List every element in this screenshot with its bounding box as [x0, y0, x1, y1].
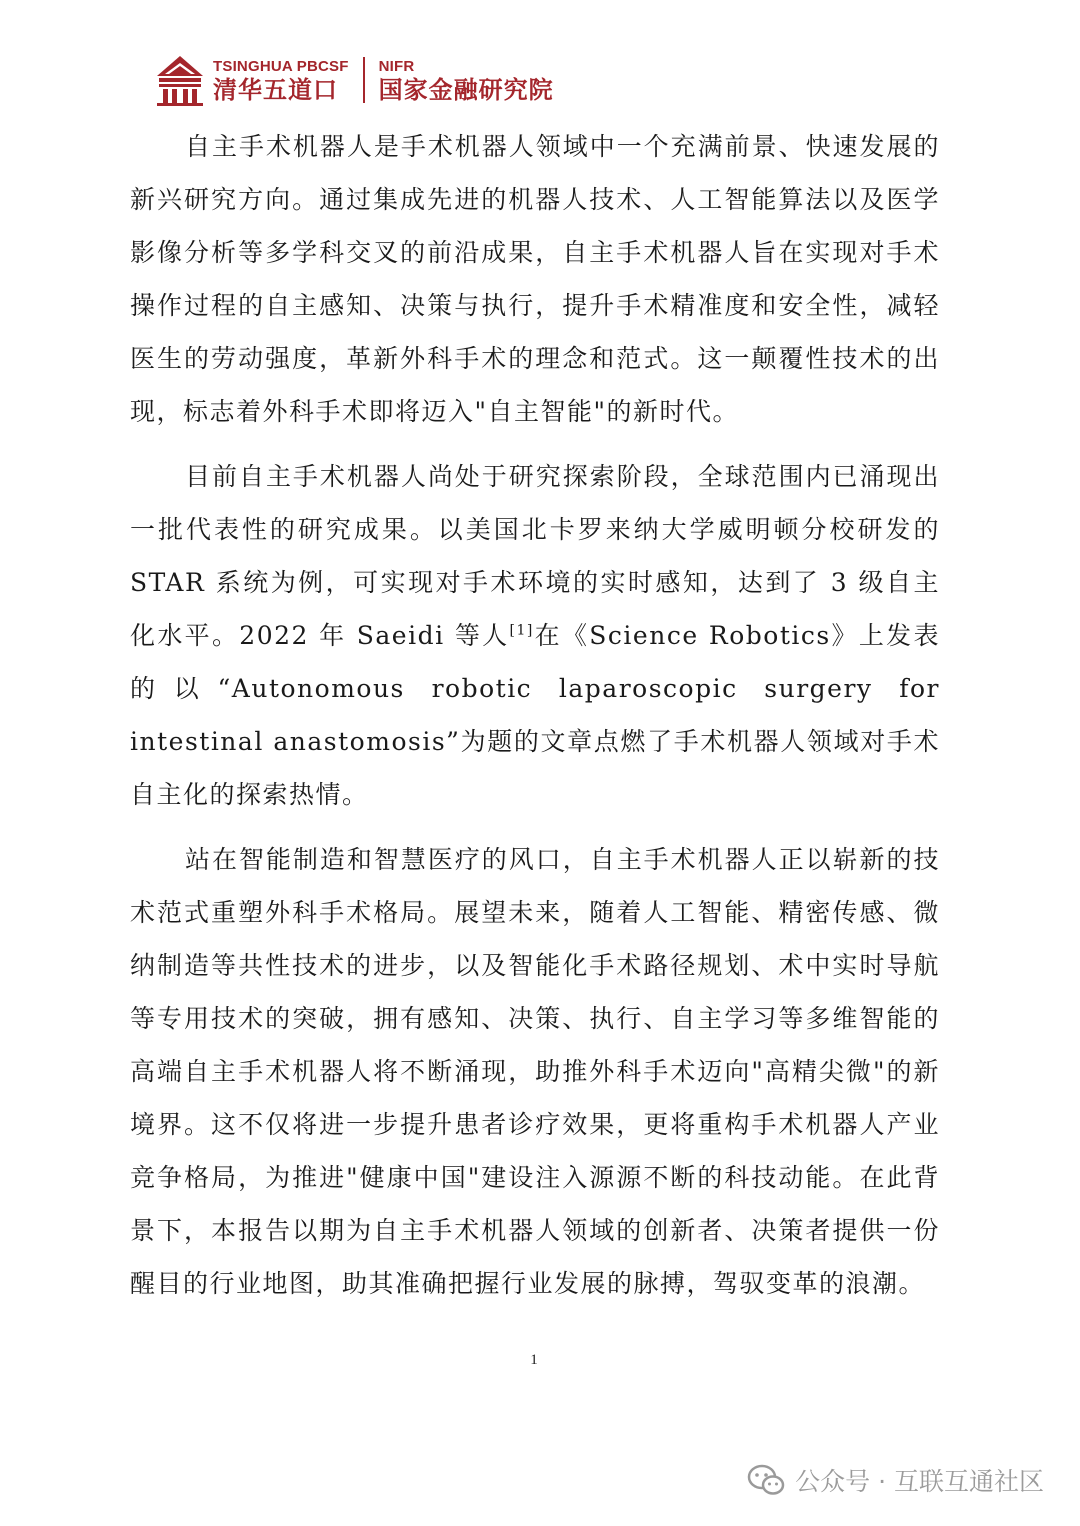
paragraph-3: 站在智能制造和智慧医疗的风口，自主手术机器人正以崭新的技术范式重塑外科手术格局。展望未来，随着人工智能、精密传感、微纳制造等共性技术的进步，以及智能化手术路径规划、术中实时导航等专用技术的突破，拥有感知、决策、执行、自主学习等多维智能的高端自主手术机器人将不断涌现，助推外科手术迈向"高精尖微"的新境界。这不仅将进一步提升患者诊疗效果，更将重构手术机器人产业竞争格局，为推进"健康中国"建设注入源源不断的科技动能。在此背景下，本报告以期为自主手术机器人领域的创新者、决策者提供一份醒目的行业地图，助其准确把握行业发展的脉搏，驾驭变革的浪潮。 — [130, 845, 940, 1298]
watermark-text: 公众号 · 互联互通社区 — [795, 1467, 1044, 1496]
document-body — [130, 120, 940, 1322]
paragraph-2-text-after: 在《Science Robotics》上发表的以“Autonomous robotic laparoscopic surgery for intestinal anastomosis”为题的文章点燃了手术机器人领域对手术自主化的探索热情。 — [130, 621, 940, 809]
paragraph-1: 自主手术机器人是手术机器人领域中一个充满前景、快速发展的新兴研究方向。通过集成先进的机器人技术、人工智能算法以及医学影像分析等多学科交叉的前沿成果，自主手术机器人旨在实现对手术操作过程的自主感知、决策与执行，提升手术精准度和安全性，减轻医生的劳动强度，革新外科手术的理念和范式。这一颠覆性技术的出现，标志着外科手术即将迈入"自主智能"的新时代。 — [130, 132, 940, 426]
document-header — [155, 52, 554, 108]
watermark — [747, 1462, 1044, 1498]
paragraph-2-text-before: 目前自主手术机器人尚处于研究探索阶段，全球范围内已涌现出一批代表性的研究成果。以美国北卡罗来纳大学威明顿分校研发的 STAR 系统为例，可实现对手术环境的实时感知，达到了 3 级自主化水平。2022 年 Saeidi 等人 — [130, 462, 940, 650]
wechat-icon — [747, 1464, 785, 1496]
brand-divider — [363, 57, 365, 103]
pbcsf-brand — [213, 59, 349, 102]
tsinghua-pbcsf-logo-icon — [155, 54, 205, 106]
nifr-english-name: NIFR — [378, 57, 415, 75]
citation-ref[interactable]: [1] — [509, 622, 534, 639]
nifr-chinese-name: 国家金融研究院 — [378, 75, 554, 104]
page-number: 1 — [530, 1352, 538, 1368]
paragraph-2 — [130, 450, 940, 821]
brand-english-name: TSINGHUA PBCSF — [213, 57, 349, 75]
brand-chinese-name: 清华五道口 — [213, 75, 338, 104]
nifr-brand — [379, 59, 554, 102]
